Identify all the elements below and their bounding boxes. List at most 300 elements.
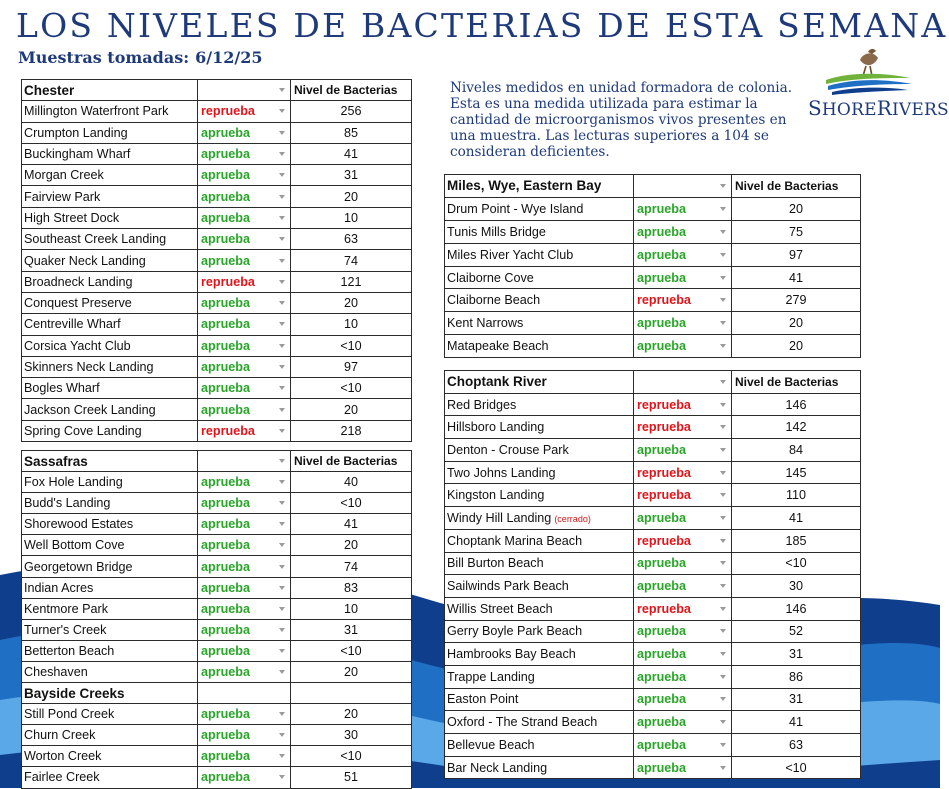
dropdown-arrow-icon[interactable] (720, 403, 726, 407)
site-label: Quaker Neck Landing (24, 253, 146, 268)
site-label: Kentmore Park (24, 601, 108, 616)
site-name (445, 439, 634, 462)
status-value: aprueba (637, 647, 686, 662)
bacteria-level: 146 (732, 597, 861, 620)
level-header: Nivel de Bacterias (732, 175, 861, 198)
table-sassafras (21, 450, 412, 789)
table-row (445, 507, 861, 530)
dropdown-arrow-icon[interactable] (720, 743, 726, 747)
status-dropdown[interactable] (634, 643, 732, 666)
table-row (22, 122, 412, 143)
region-header-row (22, 451, 412, 472)
dropdown-arrow-icon[interactable] (279, 586, 285, 590)
status-dropdown[interactable] (634, 597, 732, 620)
table-row (445, 734, 861, 757)
status-dropdown[interactable] (634, 220, 732, 243)
status-dropdown[interactable] (198, 271, 291, 292)
dropdown-arrow-icon[interactable] (279, 480, 285, 484)
level-header: Nivel de Bacterias (291, 80, 412, 101)
site-label: Oxford - The Strand Beach (447, 715, 598, 730)
site-name (445, 220, 634, 243)
site-name (22, 143, 198, 164)
dropdown-arrow-icon[interactable] (279, 195, 285, 199)
site-name (445, 461, 634, 484)
table-body (22, 80, 412, 442)
bacteria-level: 97 (291, 356, 412, 377)
dropdown-arrow-icon[interactable] (720, 230, 726, 234)
site-label: Trappe Landing (447, 669, 535, 684)
status-dropdown[interactable] (198, 250, 291, 271)
dropdown-arrow-icon[interactable] (279, 301, 285, 305)
bacteria-level: 20 (291, 704, 412, 725)
status-dropdown[interactable] (198, 399, 291, 420)
site-name (22, 122, 198, 143)
site-label: Broadneck Landing (24, 274, 133, 289)
bacteria-level: 41 (732, 711, 861, 734)
bacteria-level: 146 (732, 393, 861, 416)
bacteria-level: 20 (732, 312, 861, 335)
table-row (22, 271, 412, 292)
bacteria-level: 31 (732, 688, 861, 711)
site-label: Crumpton Landing (24, 125, 128, 140)
bacteria-level: 41 (732, 507, 861, 530)
site-name (445, 416, 634, 439)
table-row (22, 229, 412, 250)
bacteria-level: <10 (291, 746, 412, 767)
region-header-row (22, 80, 412, 101)
status-dropdown[interactable] (634, 688, 732, 711)
status-dropdown[interactable] (198, 598, 291, 619)
site-label: Bar Neck Landing (447, 760, 548, 775)
bacteria-level: 41 (291, 143, 412, 164)
status-dropdown[interactable] (198, 577, 291, 598)
site-label: Spring Cove Landing (24, 423, 142, 438)
dropdown-arrow-icon[interactable] (279, 386, 285, 390)
dropdown-arrow-icon[interactable] (720, 584, 726, 588)
table-row (445, 529, 861, 552)
bacteria-level: 10 (291, 598, 412, 619)
site-name (445, 312, 634, 335)
status-dropdown[interactable] (198, 704, 291, 725)
bacteria-level: 74 (291, 250, 412, 271)
bacteria-level: 63 (732, 734, 861, 757)
status-dropdown[interactable] (634, 665, 732, 688)
dropdown-arrow-icon[interactable] (279, 131, 285, 135)
site-name (22, 493, 198, 514)
site-label: Willis Street Beach (447, 601, 553, 616)
status-value: aprueba (201, 664, 250, 679)
dropdown-arrow-icon[interactable] (279, 501, 285, 505)
dropdown-arrow-icon[interactable] (279, 649, 285, 653)
dropdown-arrow-icon[interactable] (279, 173, 285, 177)
status-dropdown[interactable] (634, 266, 732, 289)
sample-date-line (18, 48, 262, 67)
heron-icon (808, 46, 928, 96)
table-row (22, 207, 412, 228)
dropdown-arrow-icon[interactable] (720, 425, 726, 429)
measurement-info: Niveles medidos en unidad formadora de colonia. Esta es una medida utilizada para estimar la cantidad de microorganismos vivos presentes en una muestra. Las lecturas superiores a 104 se consideran deficientes. (450, 80, 793, 160)
status-dropdown[interactable] (198, 725, 291, 746)
site-label: Morgan Creek (24, 168, 104, 183)
status-dropdown[interactable] (634, 507, 732, 530)
status-dropdown[interactable] (634, 552, 732, 575)
status-dropdown[interactable] (634, 439, 732, 462)
table-row (22, 640, 412, 661)
dropdown-arrow-icon[interactable] (720, 675, 726, 679)
site-name (22, 535, 198, 556)
table-row (22, 598, 412, 619)
bacteria-level: 84 (732, 439, 861, 462)
status-value: reprueba (201, 104, 255, 119)
site-label: Indian Acres (24, 580, 94, 595)
status-dropdown[interactable] (198, 514, 291, 535)
dropdown-arrow-icon[interactable] (279, 344, 285, 348)
dropdown-arrow-icon[interactable] (279, 88, 285, 92)
status-header (198, 80, 291, 101)
status-dropdown[interactable] (634, 711, 732, 734)
site-label: Hillsboro Landing (447, 420, 545, 435)
dropdown-arrow-icon[interactable] (279, 670, 285, 674)
dropdown-arrow-icon[interactable] (279, 408, 285, 412)
dropdown-arrow-icon[interactable] (720, 652, 726, 656)
status-dropdown[interactable] (198, 535, 291, 556)
bacteria-level: <10 (291, 493, 412, 514)
site-name (22, 598, 198, 619)
table-body (445, 371, 861, 779)
dropdown-arrow-icon[interactable] (279, 565, 285, 569)
level-header: Nivel de Bacterias (732, 371, 861, 394)
status-value: aprueba (201, 296, 250, 311)
site-label: Shorewood Estates (24, 517, 134, 532)
status-dropdown[interactable] (198, 767, 291, 788)
dropdown-arrow-icon[interactable] (720, 321, 726, 325)
bacteria-level: 20 (291, 292, 412, 313)
site-label: Georgetown Bridge (24, 559, 133, 574)
status-dropdown[interactable] (634, 197, 732, 220)
status-value: reprueba (201, 423, 255, 438)
status-dropdown[interactable] (198, 378, 291, 399)
status-dropdown[interactable] (198, 186, 291, 207)
site-label: Claiborne Cove (447, 270, 534, 285)
table-row (22, 514, 412, 535)
dropdown-arrow-icon[interactable] (279, 712, 285, 716)
site-label: Centreville Wharf (24, 317, 121, 332)
status-value: aprueba (637, 316, 686, 331)
status-value: aprueba (637, 692, 686, 707)
bacteria-level: 20 (291, 535, 412, 556)
status-dropdown[interactable] (198, 292, 291, 313)
bacteria-level: 218 (291, 420, 412, 441)
status-value: aprueba (637, 556, 686, 571)
status-value: aprueba (637, 624, 686, 639)
table-row (22, 250, 412, 271)
table-row (445, 711, 861, 734)
region-name: Choptank River (445, 371, 634, 394)
status-dropdown[interactable] (198, 229, 291, 250)
site-name (22, 661, 198, 682)
status-dropdown[interactable] (634, 289, 732, 312)
status-dropdown[interactable] (198, 556, 291, 577)
dropdown-arrow-icon[interactable] (720, 344, 726, 348)
table-row (445, 335, 861, 358)
status-dropdown[interactable] (198, 661, 291, 682)
site-label: Skinners Neck Landing (24, 360, 154, 374)
status-dropdown[interactable] (634, 484, 732, 507)
site-name (22, 640, 198, 661)
status-value: aprueba (637, 510, 686, 525)
site-name (445, 393, 634, 416)
site-label: Turner's Creek (24, 622, 107, 637)
table-miles-wye-eastern-bay (444, 174, 861, 358)
site-label: Worton Creek (24, 749, 102, 764)
dropdown-arrow-icon[interactable] (279, 152, 285, 156)
status-dropdown[interactable] (198, 314, 291, 335)
status-value: aprueba (637, 737, 686, 752)
site-name (22, 314, 198, 335)
site-name (22, 378, 198, 399)
table-row (22, 143, 412, 164)
region-name: Bayside Creeks (22, 683, 198, 704)
status-dropdown[interactable] (198, 122, 291, 143)
status-dropdown[interactable] (634, 734, 732, 757)
dropdown-arrow-icon[interactable] (720, 561, 726, 565)
table-row (445, 643, 861, 666)
dropdown-arrow-icon[interactable] (279, 259, 285, 263)
site-label: Fairview Park (24, 189, 101, 204)
site-name (22, 420, 198, 441)
table-row (445, 416, 861, 439)
site-label: Bogles Wharf (24, 381, 100, 396)
dropdown-arrow-icon[interactable] (279, 543, 285, 547)
site-label: Miles River Yacht Club (447, 247, 574, 262)
site-name (445, 529, 634, 552)
status-dropdown[interactable] (198, 619, 291, 640)
status-value: aprueba (637, 224, 686, 239)
dropdown-arrow-icon[interactable] (720, 516, 726, 520)
site-name (445, 552, 634, 575)
dropdown-arrow-icon[interactable] (279, 109, 285, 113)
dropdown-arrow-icon[interactable] (720, 720, 726, 724)
bacteria-level: 75 (732, 220, 861, 243)
table-row (22, 535, 412, 556)
table-row (445, 552, 861, 575)
status-value: aprueba (637, 247, 686, 262)
bacteria-level: <10 (291, 335, 412, 356)
status-dropdown[interactable] (198, 420, 291, 441)
dropdown-arrow-icon[interactable] (720, 276, 726, 280)
dropdown-arrow-icon[interactable] (279, 237, 285, 241)
table-row (445, 266, 861, 289)
status-dropdown[interactable] (634, 529, 732, 552)
dropdown-arrow-icon[interactable] (720, 471, 726, 475)
status-value: aprueba (201, 232, 250, 247)
status-value: aprueba (201, 517, 250, 532)
site-name (22, 577, 198, 598)
table-row (22, 101, 412, 122)
status-value: aprueba (637, 760, 686, 775)
status-dropdown[interactable] (198, 640, 291, 661)
bacteria-level: 20 (291, 661, 412, 682)
bacteria-level: 145 (732, 461, 861, 484)
site-name (445, 643, 634, 666)
site-label: Gerry Boyle Park Beach (447, 624, 583, 639)
dropdown-arrow-icon[interactable] (720, 493, 726, 497)
shorerivers-logo (808, 46, 949, 120)
bacteria-level: <10 (291, 378, 412, 399)
dropdown-arrow-icon[interactable] (279, 322, 285, 326)
bacteria-level: 40 (291, 472, 412, 493)
dropdown-arrow-icon[interactable] (279, 216, 285, 220)
bacteria-level: 63 (291, 229, 412, 250)
site-name (445, 197, 634, 220)
bacteria-level: 30 (291, 725, 412, 746)
site-label: Kent Narrows (447, 316, 524, 331)
status-dropdown[interactable] (634, 461, 732, 484)
status-dropdown[interactable] (198, 746, 291, 767)
region-name: Miles, Wye, Eastern Bay (445, 175, 634, 198)
status-dropdown[interactable] (198, 335, 291, 356)
sample-date-label: Muestras tomadas: (18, 48, 190, 67)
bacteria-level: <10 (732, 756, 861, 779)
dropdown-arrow-icon[interactable] (720, 697, 726, 701)
status-dropdown[interactable] (634, 620, 732, 643)
status-dropdown[interactable] (198, 143, 291, 164)
bacteria-level: <10 (732, 552, 861, 575)
site-name (445, 266, 634, 289)
site-name (22, 271, 198, 292)
status-value: aprueba (201, 496, 250, 511)
site-name (22, 556, 198, 577)
status-value: aprueba (637, 669, 686, 684)
site-name (445, 688, 634, 711)
level-header (291, 683, 412, 704)
status-dropdown[interactable] (198, 101, 291, 122)
site-label: Betterton Beach (24, 643, 115, 658)
site-name (22, 101, 198, 122)
table-row (22, 661, 412, 682)
status-value: aprueba (201, 707, 250, 722)
site-name (445, 597, 634, 620)
status-dropdown[interactable] (634, 416, 732, 439)
status-value: aprueba (637, 270, 686, 285)
dropdown-arrow-icon[interactable] (720, 380, 726, 384)
dropdown-arrow-icon[interactable] (720, 298, 726, 302)
dropdown-arrow-icon[interactable] (279, 522, 285, 526)
table-row (445, 312, 861, 335)
bacteria-level: 279 (732, 289, 861, 312)
dropdown-arrow-icon[interactable] (279, 775, 285, 779)
table-row (22, 619, 412, 640)
site-name (22, 619, 198, 640)
page-title: LOS NIVELES DE BACTERIAS DE ESTA SEMANA (16, 6, 948, 45)
dropdown-arrow-icon[interactable] (720, 766, 726, 770)
status-dropdown[interactable] (634, 756, 732, 779)
region-header-row (22, 683, 412, 704)
dropdown-arrow-icon[interactable] (279, 733, 285, 737)
site-name (22, 229, 198, 250)
table-row (445, 756, 861, 779)
dropdown-arrow-icon[interactable] (720, 539, 726, 543)
status-value: aprueba (201, 601, 250, 616)
bacteria-level: 86 (732, 665, 861, 688)
status-dropdown[interactable] (634, 393, 732, 416)
dropdown-arrow-icon[interactable] (279, 459, 285, 463)
table-body (445, 175, 861, 358)
table-row (22, 335, 412, 356)
site-label: Conquest Preserve (24, 296, 132, 311)
dropdown-arrow-icon[interactable] (279, 628, 285, 632)
status-dropdown[interactable] (198, 165, 291, 186)
dropdown-arrow-icon[interactable] (279, 280, 285, 284)
status-dropdown[interactable] (634, 312, 732, 335)
table-row (22, 472, 412, 493)
site-label: Corsica Yacht Club (24, 338, 131, 353)
status-value: aprueba (637, 715, 686, 730)
status-value: aprueba (201, 749, 250, 764)
status-dropdown[interactable] (198, 493, 291, 514)
bacteria-level: 30 (732, 575, 861, 598)
site-name (22, 165, 198, 186)
dropdown-arrow-icon[interactable] (720, 184, 726, 188)
dropdown-arrow-icon[interactable] (720, 448, 726, 452)
bacteria-level: 83 (291, 577, 412, 598)
status-dropdown[interactable] (634, 243, 732, 266)
site-label: High Street Dock (24, 210, 120, 225)
table-chester (21, 79, 412, 442)
dropdown-arrow-icon[interactable] (279, 754, 285, 758)
status-value: aprueba (201, 125, 250, 140)
bacteria-level: 256 (291, 101, 412, 122)
table-row (22, 292, 412, 313)
status-dropdown[interactable] (198, 472, 291, 493)
site-label: Windy Hill Landing (447, 510, 552, 525)
bacteria-level: 10 (291, 207, 412, 228)
status-value: reprueba (637, 488, 691, 503)
site-label: Bellevue Beach (447, 737, 535, 752)
status-value: aprueba (201, 253, 250, 268)
table-row (445, 461, 861, 484)
status-dropdown[interactable] (634, 335, 732, 358)
dropdown-arrow-icon[interactable] (279, 365, 285, 369)
dropdown-arrow-icon[interactable] (279, 429, 285, 433)
status-value: aprueba (201, 475, 250, 490)
table-row (22, 314, 412, 335)
status-dropdown[interactable] (198, 207, 291, 228)
bacteria-level: 121 (291, 271, 412, 292)
site-name (445, 756, 634, 779)
site-name (22, 472, 198, 493)
dropdown-arrow-icon[interactable] (720, 207, 726, 211)
status-dropdown[interactable] (634, 575, 732, 598)
site-label: Still Pond Creek (24, 707, 115, 722)
dropdown-arrow-icon[interactable] (279, 607, 285, 611)
table-row (445, 243, 861, 266)
bacteria-level: 31 (291, 165, 412, 186)
dropdown-arrow-icon[interactable] (720, 253, 726, 257)
status-header (634, 371, 732, 394)
region-header-row (445, 371, 861, 394)
site-label: Buckingham Wharf (24, 147, 131, 162)
dropdown-arrow-icon[interactable] (720, 607, 726, 611)
status-value: reprueba (637, 397, 691, 412)
site-label: Choptank Marina Beach (447, 533, 583, 548)
status-dropdown[interactable] (198, 356, 291, 377)
region-name: Sassafras (22, 451, 198, 472)
bacteria-level: <10 (291, 640, 412, 661)
status-header (198, 451, 291, 472)
site-note: (cerrado) (554, 513, 591, 524)
dropdown-arrow-icon[interactable] (720, 629, 726, 633)
